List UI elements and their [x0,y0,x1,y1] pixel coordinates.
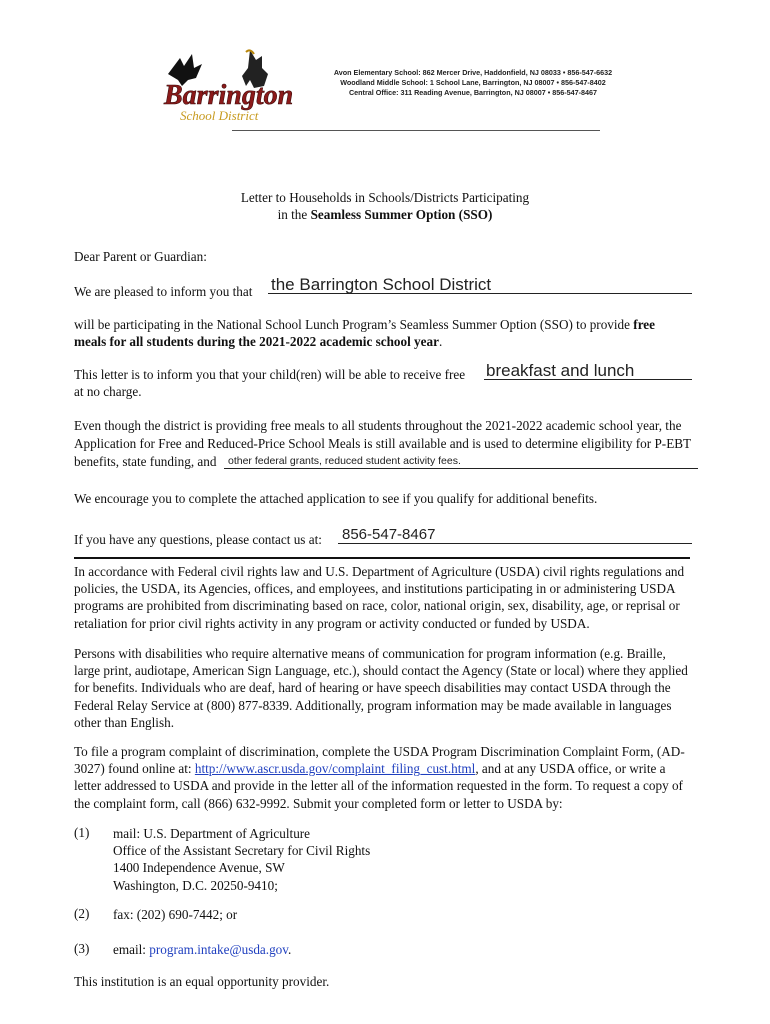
encourage-text: We encourage you to complete the attached application to see if you qualify for additional benefits. [74,491,598,506]
logo-graphic [150,46,300,126]
meals-field-value: breakfast and lunch [486,361,635,380]
meals-sentence: This letter is to inform you that your child(ren) will be able to receive free at no charge. [74,367,466,400]
sso-participation-text: will be participating in the National School Lunch Program’s Seamless Summer Option (SSO) to provide free meals for all students during the 2021-2022 academic school year. [74,317,656,350]
title-line-1: Letter to Households in Schools/Districts Participating [240,190,530,205]
equal-opportunity-statement: This institution is an equal opportunity provider. [74,974,330,989]
district-field[interactable] [268,276,692,294]
address-line: Central Office: 311 Reading Avenue, Barrington, NJ 08007 • 856-547-8467 [348,88,598,97]
complaint-paragraph: To file a program complaint of discrimination, complete the USDA Program Discrimination Complaint Form, (AD-3027) found online at: http://www.ascr.usda.gov/complaint_filing_cust.html, and at any USDA office, or write a letter addressed to USDA and provide in the letter all of the information requested in the form. To request a copy of the complaint form, call (866) 632-9992. Submit your completed form or letter to USDA by: [74,744,685,811]
address-line: Avon Elementary School: 862 Mercer Drive, Haddonfield, NJ 08033 • 856-547-6632 [333,68,613,77]
header-divider [232,130,600,131]
letter-title [0,189,770,223]
program-name: Seamless Summer Option (SSO) [310,207,493,222]
salutation: Dear Parent or Guardian: [74,249,207,264]
meals-field[interactable] [484,362,692,380]
list-number: (1) [74,825,90,840]
section-divider [74,557,690,559]
other-uses-field[interactable] [224,451,698,469]
disabilities-paragraph: Persons with disabilities who require alternative means of communication for program information (e.g. Braille, large print, audiotape, American Sign Language, etc.), should contact the Agency (State or local) where they applied for benefits. Individuals who are deaf, hard of hearing or have speech disabilities may contact USDA through the Federal Relay Service at (800) 877-8339. Additionally, program information may be made available in languages other than English. [74,646,688,730]
list-number: (3) [74,941,90,956]
district-field-value: the Barrington School District [271,275,492,294]
email-link[interactable]: program.intake@usda.gov [149,942,288,957]
contact-sentence: If you have any questions, please contact us at: [74,532,322,547]
contact-field-value: 856-547-8467 [342,526,436,543]
other-uses-field-value: other federal grants, reduced student activity fees. [228,455,461,467]
list-number: (2) [74,906,90,921]
district-sentence: We are pleased to inform you that [74,284,253,299]
list-item-fax: fax: (202) 690-7442; or [113,907,238,922]
logo-name: Barrington [164,80,294,111]
list-item-email: email: program.intake@usda.gov. [113,942,292,957]
contact-field[interactable] [338,526,692,544]
title-line-2: in the Seamless Summer Option (SSO) [277,207,493,222]
district-logo [150,46,300,126]
address-line: Woodland Middle School: 1 School Lane, Barrington, NJ 08007 • 856-547-8402 [340,78,606,87]
logo-subname: School District [180,108,259,123]
civil-rights-paragraph: In accordance with Federal civil rights law and U.S. Department of Agriculture (USDA) civil rights regulations and policies, the USDA, its Agencies, offices, and employees, and institutions participating in or administering USDA programs are prohibited from discriminating based on race, color, national origin, sex, disability, age, or reprisal or retaliation for prior civil rights activity in any program or activity conducted or funded by USDA. [74,564,685,631]
application-paragraph: Even though the district is providing free meals to all students throughout the 2021-2022 academic school year, the Application for Free and Reduced-Price School Meals is still available and is used to determine eligibility for P-EBT benefits, state funding, and [74,418,692,470]
address-block [328,68,618,98]
complaint-form-link[interactable]: http://www.ascr.usda.gov/complaint_filing_cust.html [194,761,476,777]
list-item-mail: mail: U.S. Department of Agriculture Office of the Assistant Secretary for Civil Rights 1400 Independence Avenue, SW Washington, D.C. 20250-9410; [113,826,371,893]
